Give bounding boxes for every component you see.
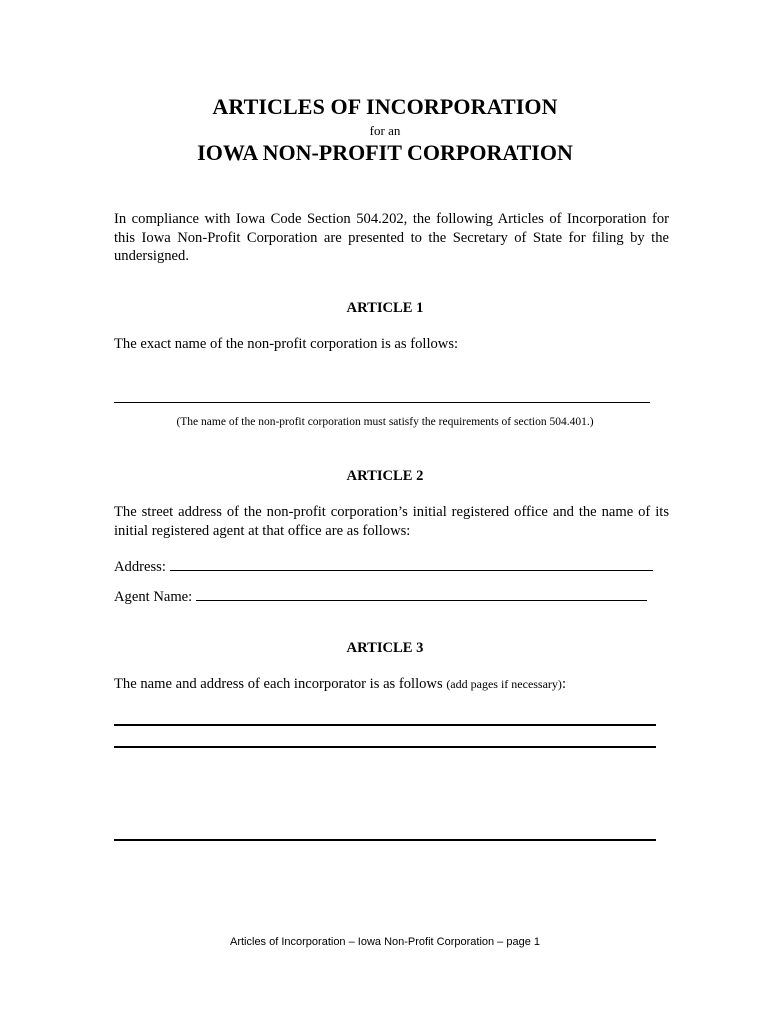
article-3-text-row xyxy=(114,676,566,693)
corporation-name-field[interactable] xyxy=(114,402,650,403)
address-label: Address: xyxy=(114,559,166,575)
article-3-text-end: : xyxy=(561,676,566,692)
article-2-heading: ARTICLE 2 xyxy=(346,468,424,484)
article-1-note: (The name of the non-profit corporation must satisfy the requirements of section 504.401.) xyxy=(176,416,594,428)
agent-name-field[interactable] xyxy=(196,587,647,601)
document-title: ARTICLES OF INCORPORATION xyxy=(212,94,558,119)
address-field[interactable] xyxy=(170,557,653,571)
address-row xyxy=(114,557,653,576)
intro-paragraph: In compliance with Iowa Code Section 504.202, the following Articles of Incorporation for this Iowa Non-Profit Corporation are presented to the Secretary of State for filing by the undersigned. xyxy=(114,211,669,264)
article-1-text: The exact name of the non-profit corporation is as follows: xyxy=(114,336,459,352)
document-subtitle: for an xyxy=(369,123,401,138)
document-title-2: IOWA NON-PROFIT CORPORATION xyxy=(197,140,573,165)
page-footer: Articles of Incorporation – Iowa Non-Profit Corporation – page 1 xyxy=(230,936,540,948)
article-3-heading: ARTICLE 3 xyxy=(346,640,424,656)
incorporator-line-3[interactable] xyxy=(114,839,656,841)
article-3-text-small: (add pages if necessary) xyxy=(446,677,562,691)
agent-name-label: Agent Name: xyxy=(114,589,193,605)
incorporator-line-2[interactable] xyxy=(114,746,656,748)
article-2-text: The street address of the non-profit corporation’s initial registered office and the name of its initial registered agent at that office are as follows: xyxy=(114,504,669,539)
incorporator-line-1[interactable] xyxy=(114,724,656,726)
article-1-heading: ARTICLE 1 xyxy=(346,300,424,316)
article-3-text: The name and address of each incorporator is as follows xyxy=(114,676,443,692)
agent-name-row xyxy=(114,587,647,606)
